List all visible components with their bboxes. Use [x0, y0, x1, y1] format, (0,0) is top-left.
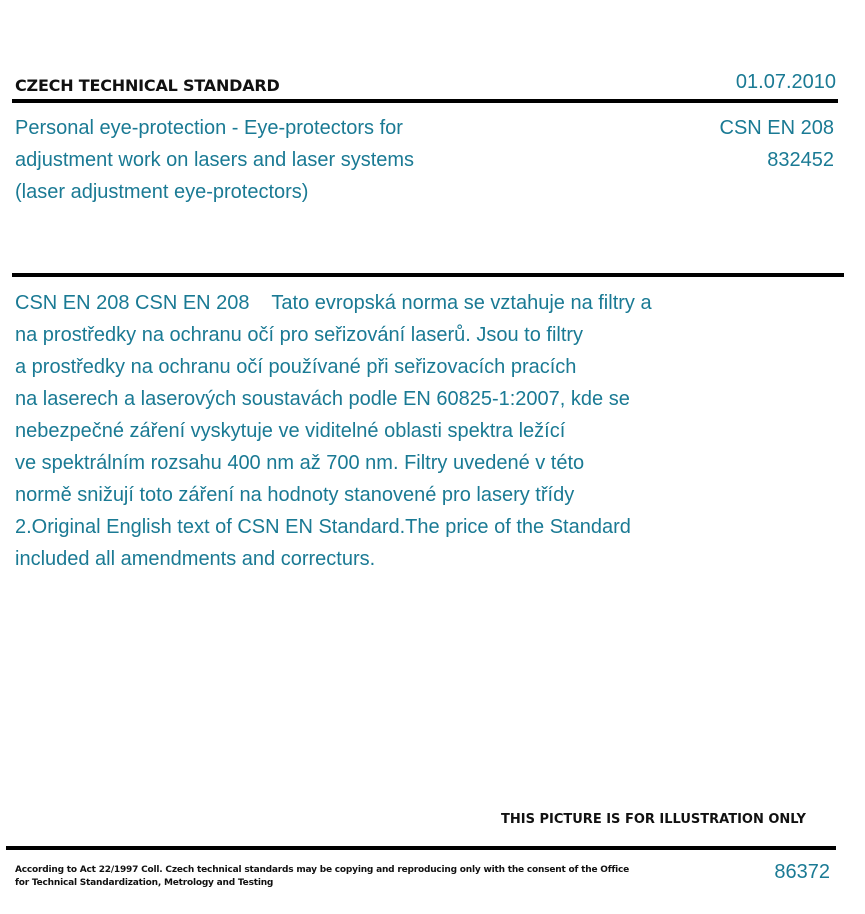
- standard-codes: [720, 112, 835, 176]
- title-line: (laser adjustment eye-protectors): [15, 181, 309, 203]
- description-line: na prostředky na ochranu očí pro seřizování laserů. Jsou to filtry: [15, 324, 584, 346]
- legal-notice: [15, 864, 629, 890]
- standard-description: [15, 287, 715, 575]
- document-type-label: CZECH TECHNICAL STANDARD: [15, 76, 280, 95]
- standard-code: CSN EN 208: [719, 117, 834, 139]
- illustration-disclaimer: THIS PICTURE IS FOR ILLUSTRATION ONLY: [501, 812, 806, 827]
- header-divider: [12, 99, 838, 103]
- catalog-number: 832452: [767, 149, 834, 171]
- legal-notice-line: According to Act 22/1997 Coll. Czech technical standards may be copying and reproducing only with the consent of the Office: [15, 865, 630, 875]
- title-line: Personal eye-protection - Eye-protectors for: [15, 117, 403, 139]
- description-line: a prostředky na ochranu očí používané při seřizovacích pracích: [15, 356, 577, 378]
- description-line: CSN EN 208 CSN EN 208 Tato evropská norma se vztahuje na filtry a: [15, 292, 652, 314]
- description-line: ve spektrálním rozsahu 400 nm až 700 nm. Filtry uvedené v této: [15, 452, 585, 474]
- legal-notice-line: for Technical Standardization, Metrology and Testing: [15, 878, 274, 888]
- standard-title: [15, 112, 515, 208]
- description-line: included all amendments and correcturs.: [15, 548, 376, 570]
- description-line: nebezpečné záření vyskytuje ve viditelné oblasti spektra ležící: [15, 420, 566, 442]
- description-line: na laserech a laserových soustavách podle EN 60825-1:2007, kde se: [15, 388, 630, 410]
- footer-divider: [6, 846, 836, 850]
- publication-date: 01.07.2010: [735, 71, 836, 93]
- title-line: adjustment work on lasers and laser systems: [15, 149, 415, 171]
- title-divider: [12, 273, 844, 277]
- description-line: normě snižují toto záření na hodnoty stanovené pro lasery třídy: [15, 484, 575, 506]
- description-line: 2.Original English text of CSN EN Standard.The price of the Standard: [15, 516, 631, 538]
- product-id: 86372: [774, 861, 830, 883]
